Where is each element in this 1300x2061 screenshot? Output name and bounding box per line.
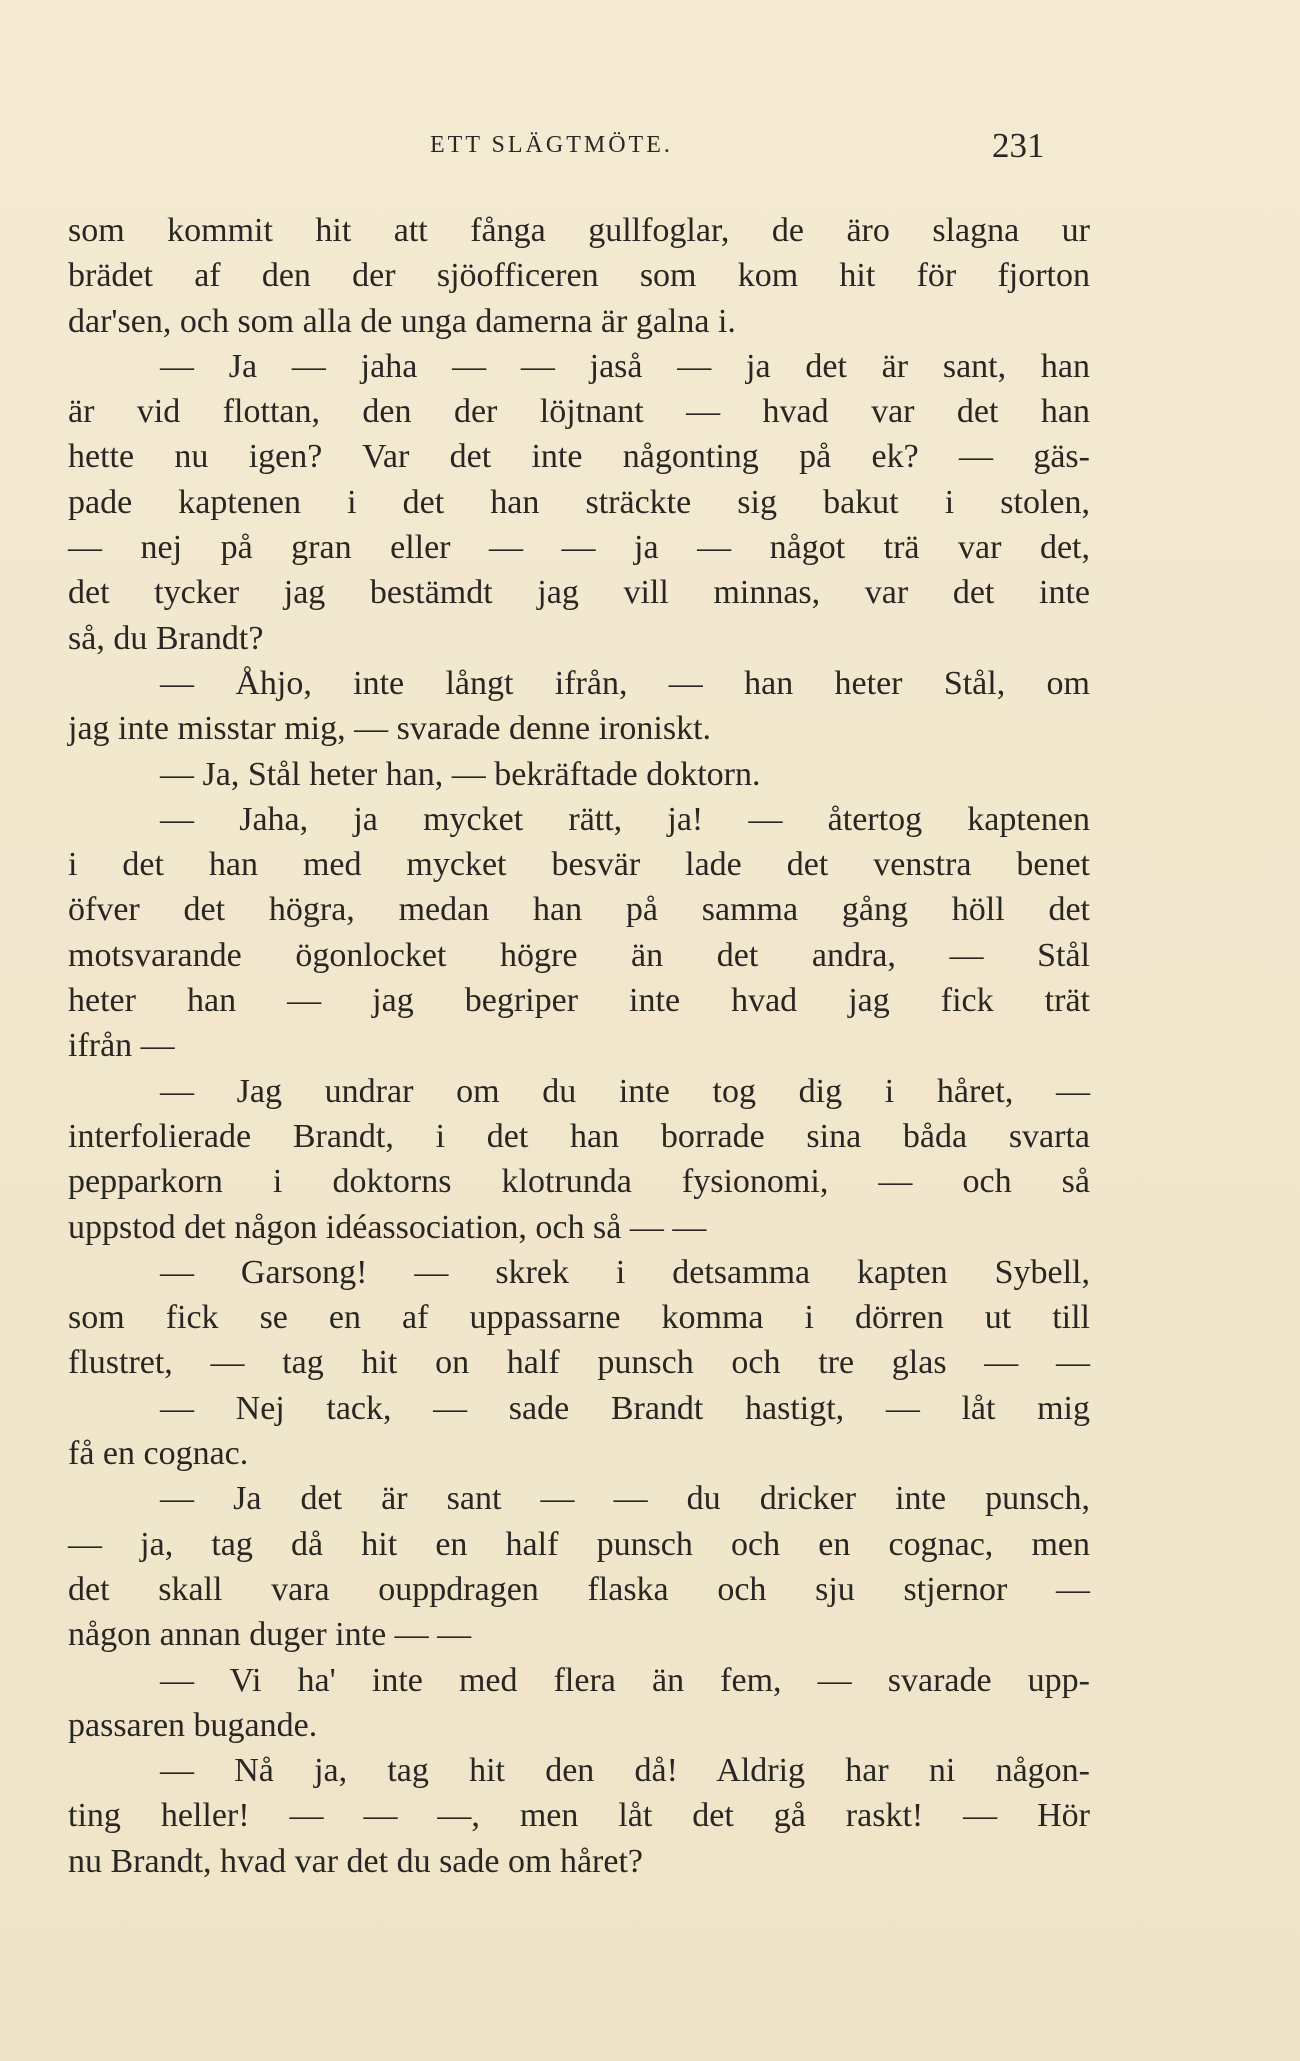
text-line: passaren bugande.: [68, 1706, 318, 1744]
text-line: — Åhjo, inte långt ifrån, — han heter Stål, om: [160, 664, 1090, 702]
text-line: pade kaptenen i det han sträckte sig bakut i stolen,: [68, 483, 1090, 521]
text-line: nu Brandt, hvad var det du sade om håret?: [68, 1842, 643, 1880]
text-line: hette nu igen? Var det inte någonting på ek? — gäs-: [68, 438, 1090, 476]
text-line: — Jaha, ja mycket rätt, ja! — återtog kaptenen: [160, 800, 1090, 838]
running-head: [0, 126, 1300, 172]
text-line: — Ja det är sant — — du dricker inte punsch,: [160, 1480, 1090, 1518]
text-line: — Ja, Stål heter han, — bekräftade doktorn.: [160, 755, 761, 793]
text-line: ting heller! — — —, men låt det gå raskt! — Hör: [68, 1797, 1090, 1835]
text-line: — nej på gran eller — — ja — något trä var det,: [68, 529, 1090, 567]
text-line: — Vi ha' inte med flera än fem, — svarade upp-: [160, 1661, 1090, 1699]
text-line: det skall vara ouppdragen flaska och sju stjernor —: [68, 1570, 1090, 1608]
text-line: brädet af den der sjöofficeren som kom hit för fjorton: [68, 257, 1090, 295]
text-line: som fick se en af uppassarne komma i dörren ut till: [68, 1299, 1090, 1337]
text-line: öfver det högra, medan han på samma gång höll det: [68, 891, 1090, 929]
text-line: heter han — jag begriper inte hvad jag fick trät: [68, 982, 1090, 1020]
text-line: så, du Brandt?: [68, 619, 264, 657]
text-line: motsvarande ögonlocket högre än det andra, — Stål: [68, 936, 1090, 974]
text-line: — Nå ja, tag hit den då! Aldrig har ni någon-: [160, 1752, 1090, 1790]
text-line: flustret, — tag hit on half punsch och tre glas — —: [68, 1344, 1090, 1382]
page-number: 231: [992, 126, 1045, 165]
text-line: — Garsong! — skrek i detsamma kapten Sybell,: [160, 1253, 1090, 1291]
text-line: få en cognac.: [68, 1435, 249, 1473]
text-line: pepparkorn i doktorns klotrunda fysionomi, — och så: [68, 1163, 1090, 1201]
text-line: jag inte misstar mig, — svarade denne ironiskt.: [68, 710, 712, 748]
text-line: uppstod det någon idéassociation, och så — —: [68, 1208, 707, 1246]
text-line: det tycker jag bestämdt jag vill minnas, var det inte: [68, 574, 1090, 612]
text-line: — Jag undrar om du inte tog dig i håret, —: [160, 1072, 1090, 1110]
text-line: — ja, tag då hit en half punsch och en cognac, men: [68, 1525, 1090, 1563]
text-line: som kommit hit att fånga gullfoglar, de äro slagna ur: [68, 212, 1090, 249]
text-line: dar'sen, och som alla de unga damerna är galna i.: [68, 302, 736, 340]
text-line: är vid flottan, den der löjtnant — hvad var det han: [68, 393, 1090, 431]
text-line: interfolierade Brandt, i det han borrade sina båda svarta: [68, 1117, 1090, 1155]
text-line: — Ja — jaha — — jaså — ja det är sant, han: [160, 347, 1090, 385]
text-line: i det han med mycket besvär lade det venstra benet: [68, 846, 1090, 884]
body-text: [68, 208, 1090, 1884]
chapter-title: ETT SLÄGTMÖTE.: [430, 132, 673, 158]
text-line: ifrån —: [68, 1027, 175, 1065]
text-line: — Nej tack, — sade Brandt hastigt, — låt mig: [160, 1389, 1090, 1427]
text-line: någon annan duger inte — —: [68, 1616, 472, 1654]
